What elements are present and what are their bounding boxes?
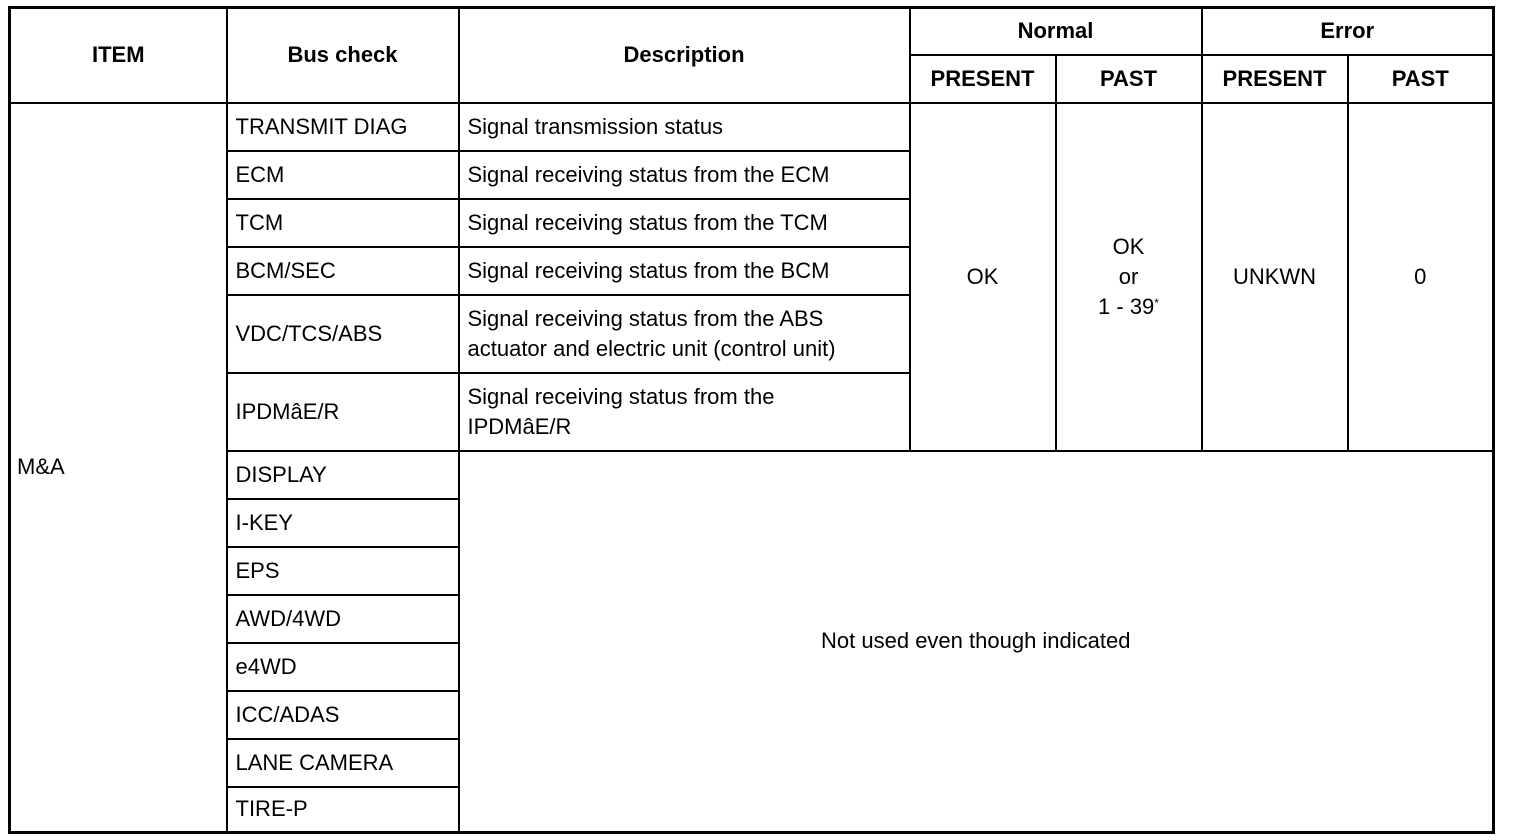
description-line2: actuator and electric unit (control unit) — [467, 335, 836, 361]
bus-check-cell: DISPLAY — [227, 451, 459, 499]
bus-check-cell: TRANSMIT DIAG — [227, 103, 459, 151]
description-cell: Signal transmission status — [459, 103, 910, 151]
header-error: Error — [1202, 8, 1494, 55]
bus-check-cell: IPDMâE/R — [227, 373, 459, 451]
description-cell: Signal receiving status from the BCM — [459, 247, 910, 295]
table-row — [10, 103, 1494, 151]
normal-present-cell: OK — [910, 103, 1056, 451]
bus-check-cell: AWD/4WD — [227, 595, 459, 643]
description-cell — [459, 373, 910, 451]
bus-check-cell: ECM — [227, 151, 459, 199]
header-description: Description — [459, 8, 910, 103]
description-cell: Signal receiving status from the TCM — [459, 199, 910, 247]
footnote-marker: * — [1154, 295, 1159, 310]
bus-check-cell: e4WD — [227, 643, 459, 691]
header-error-past: PAST — [1348, 55, 1494, 103]
header-bus-check: Bus check — [227, 8, 459, 103]
bus-check-cell: ICC/ADAS — [227, 691, 459, 739]
normal-past-cell — [1056, 103, 1202, 451]
item-cell: M&A — [10, 103, 227, 833]
bus-check-cell: VDC/TCS/ABS — [227, 295, 459, 373]
error-past-cell: 0 — [1348, 103, 1494, 451]
header-item: ITEM — [10, 8, 227, 103]
normal-past-line3: 1 - 39 — [1098, 293, 1155, 319]
header-error-present: PRESENT — [1202, 55, 1348, 103]
description-line2: IPDMâE/R — [467, 413, 572, 439]
normal-past-line2: or — [1118, 263, 1139, 289]
table-row — [10, 451, 1494, 499]
unused-note-cell: Not used even though indicated — [459, 451, 1494, 833]
bus-check-cell: I-KEY — [227, 499, 459, 547]
bus-check-cell: BCM/SEC — [227, 247, 459, 295]
bus-check-cell: TCM — [227, 199, 459, 247]
bus-check-table — [8, 6, 1495, 834]
bus-check-cell: EPS — [227, 547, 459, 595]
normal-past-line1: OK — [1112, 233, 1145, 259]
bus-check-cell: TIRE-P — [227, 787, 459, 833]
header-normal: Normal — [910, 8, 1202, 55]
description-cell: Signal receiving status from the ECM — [459, 151, 910, 199]
description-line1: Signal receiving status from the — [467, 383, 775, 409]
description-line1: Signal receiving status from the ABS — [467, 305, 824, 331]
header-normal-past: PAST — [1056, 55, 1202, 103]
bus-check-cell: LANE CAMERA — [227, 739, 459, 787]
error-present-cell: UNKWN — [1202, 103, 1348, 451]
description-cell — [459, 295, 910, 373]
header-normal-present: PRESENT — [910, 55, 1056, 103]
